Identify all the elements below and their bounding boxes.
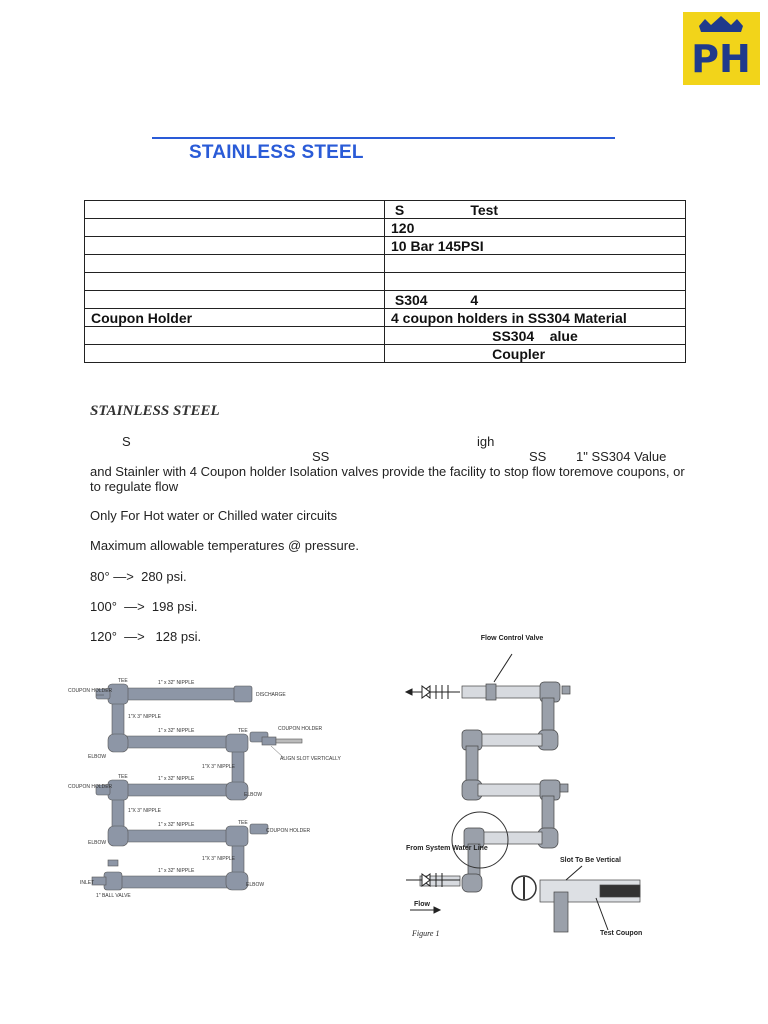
spec-value-cell: SS304 alue: [385, 327, 686, 345]
spec-row: [85, 237, 686, 255]
spec-label-cell: [85, 345, 385, 363]
spec-label-cell: Coupon Holder: [85, 309, 385, 327]
spec-row: [85, 291, 686, 309]
diagram-label: ELBOW: [244, 792, 263, 798]
spec-value-cell: Coupler: [385, 345, 686, 363]
piping-assembly-diagram: [66, 672, 356, 904]
spec-value-cell: 10 Bar 145PSI: [385, 237, 686, 255]
diagram-label: COUPON HOLDER: [266, 828, 311, 834]
spec-row: [85, 273, 686, 291]
temp-item: 80° —> 280 psi.: [90, 569, 187, 584]
diagram-label: From System Water Line: [406, 845, 488, 852]
diagram-label: Slot To Be Vertical: [560, 857, 621, 864]
spec-row: [85, 345, 686, 363]
logo-text: PH: [691, 37, 751, 81]
diagram-label: COUPON HOLDER: [68, 784, 113, 790]
spec-table: [84, 200, 686, 363]
temp-item: 100° —> 198 psi.: [90, 599, 198, 614]
spec-label-cell: [85, 219, 385, 237]
para-line: and Stainler with 4 Coupon holder Isolation valves provide the facility to stop flow toremove coupons, or: [90, 464, 685, 479]
diagram-label: TEE: [238, 728, 248, 734]
para-fragment: SS: [529, 449, 547, 464]
section-heading: STAINLESS STEEL: [90, 403, 220, 419]
title-rule: [152, 137, 615, 139]
max-temp-text: Maximum allowable temperatures @ pressure.: [90, 538, 359, 553]
diagram-label: DISCHARGE: [256, 692, 286, 698]
company-logo: [683, 12, 760, 85]
diagram-label: 1" x 32" NIPPLE: [158, 728, 195, 734]
spec-row: [85, 309, 686, 327]
spec-label-cell: [85, 327, 385, 345]
para-fragment: S: [122, 434, 131, 449]
spec-label-cell: [85, 201, 385, 219]
diagram-label: COUPON HOLDER: [68, 688, 113, 694]
diagram-label: INLET: [80, 880, 95, 886]
diagram-label: 1" x 32" NIPPLE: [158, 776, 195, 782]
diagram-label: Flow Control Valve: [480, 635, 544, 642]
spec-row: [85, 219, 686, 237]
spec-row: [85, 201, 686, 219]
diagram-label: 1" x 32" NIPPLE: [158, 822, 195, 828]
diagram-label: Test Coupon: [600, 930, 643, 937]
diagram-label: TEE: [118, 678, 128, 684]
para-fragment: SS: [312, 449, 330, 464]
spec-value-cell: 4 coupon holders in SS304 Material: [385, 309, 686, 327]
para-fragment: 1" SS304 Value: [576, 449, 667, 464]
spec-value-cell: S Test: [385, 201, 686, 219]
diagram-label: 1" x 32" NIPPLE: [158, 868, 195, 874]
diagram-label: Flow: [414, 901, 430, 908]
spec-value-cell: 120: [385, 219, 686, 237]
diagram-label: 1"X 3" NIPPLE: [202, 764, 236, 770]
diagram-label: ELBOW: [88, 754, 107, 760]
spec-label-cell: [85, 237, 385, 255]
temp-item: 120° —> 128 psi.: [90, 629, 202, 644]
spec-value-cell: S304 4: [385, 291, 686, 309]
spec-label-cell: [85, 273, 385, 291]
diagram-label: ELBOW: [88, 840, 107, 846]
diagram-label: TEE: [238, 820, 248, 826]
spec-row: [85, 327, 686, 345]
diagram-label: 1"X 3" NIPPLE: [202, 856, 236, 862]
spec-value-cell: [385, 255, 686, 273]
page-title: STAINLESS STEEL: [189, 142, 364, 163]
spec-label-cell: [85, 291, 385, 309]
diagram-label: 1"X 3" NIPPLE: [128, 714, 162, 720]
diagram-label: 1" x 32" NIPPLE: [158, 680, 195, 686]
diagram-label: ALIGN SLOT VERTICALLY: [280, 756, 341, 762]
flow-schematic-diagram: [400, 630, 662, 942]
diagram-label: Figure 1: [412, 929, 440, 938]
para-fragment: igh: [477, 434, 495, 449]
diagram-label: 1" BALL VALVE: [96, 893, 131, 899]
para-line: to regulate flow: [90, 479, 179, 494]
diagram-label: COUPON HOLDER: [278, 726, 323, 732]
diagram-label: 1"X 3" NIPPLE: [128, 808, 162, 814]
note-text: Only For Hot water or Chilled water circuits: [90, 508, 338, 523]
diagram-label: TEE: [118, 774, 128, 780]
spec-label-cell: [85, 255, 385, 273]
diagram-label: ELBOW: [246, 882, 265, 888]
spec-row: [85, 255, 686, 273]
spec-value-cell: [385, 273, 686, 291]
